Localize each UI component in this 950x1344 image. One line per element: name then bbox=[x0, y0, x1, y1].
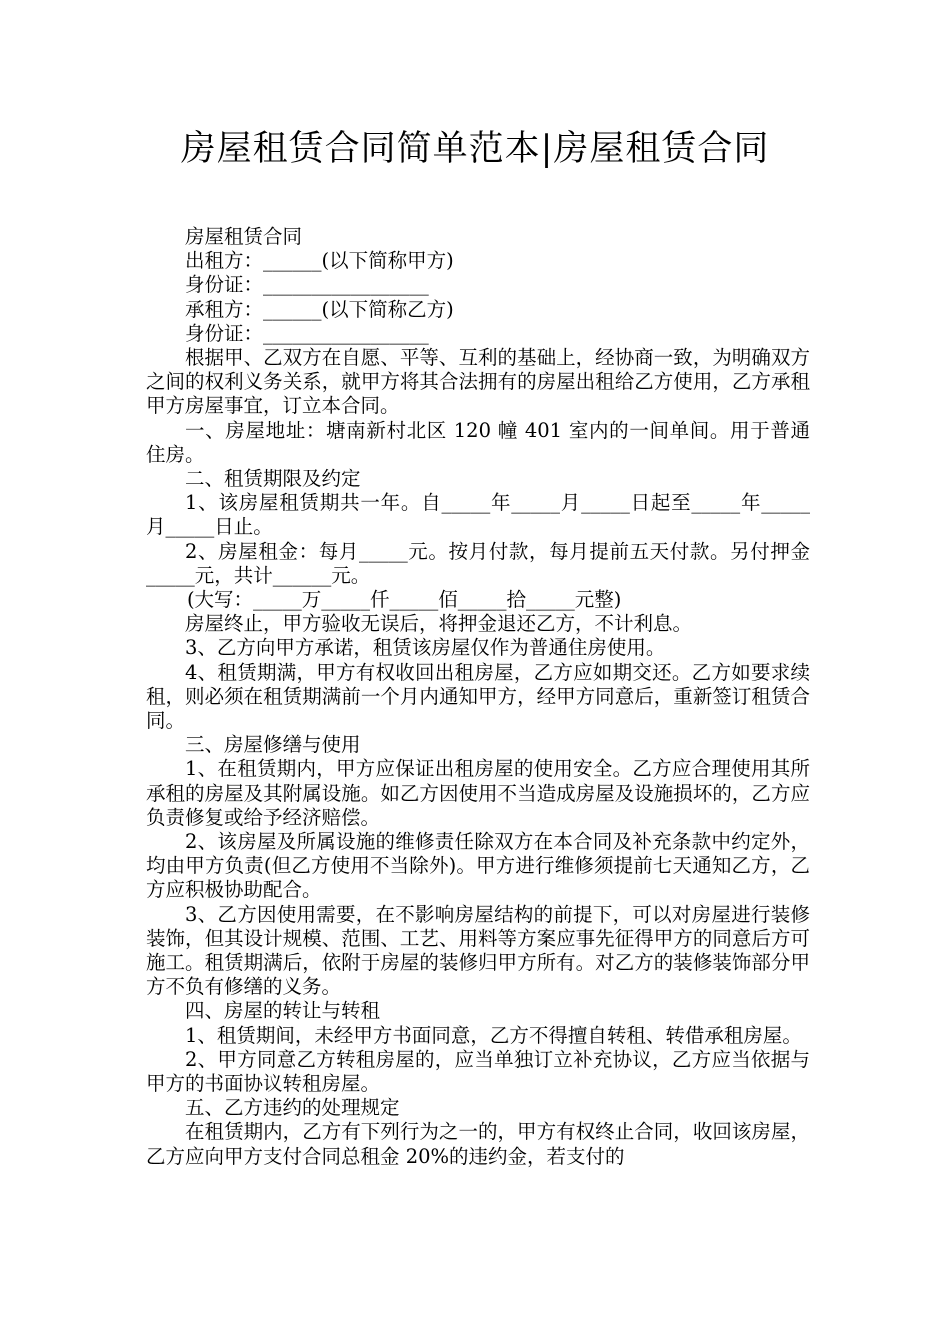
clause-deposit-refund: 房屋终止，甲方验收无误后，将押金退还乙方，不计利息。 bbox=[185, 612, 693, 636]
section-heading-repair: 三、房屋修缮与使用 bbox=[185, 733, 361, 757]
clause-safe-use: 1、在租赁期内，甲方应保证出租房屋的使用安全。乙方应合理使用其所承租的房屋及其附属设施。如乙方因使用不当造成房屋及设施损坏的，乙方应负责修复或给予经济赔偿。 bbox=[146, 757, 810, 829]
clause-no-sublet: 1、租赁期间，未经甲方书面同意，乙方不得擅自转租、转借承租房屋。 bbox=[185, 1023, 802, 1047]
clause-residential-use: 3、乙方向甲方承诺，租赁该房屋仅作为普通住房使用。 bbox=[185, 636, 666, 660]
clause-lease-period: 1、该房屋租赁期共一年。自_____年_____月_____日起至_____年_____月_____日止。 bbox=[146, 491, 810, 539]
preamble-paragraph: 根据甲、乙双方在自愿、平等、互利的基础上，经协商一致，为明确双方之间的权利义务关系，就甲方将其合法拥有的房屋出租给乙方使用，乙方承租甲方房屋事宜，订立本合同。 bbox=[146, 345, 810, 418]
document-title: 房屋租赁合同简单范本|房屋租赁合同 bbox=[180, 129, 770, 169]
clause-rent-capital: (大写：_____万_____仟_____佰_____拾_____元整) bbox=[186, 587, 622, 611]
lessee-id-line: 身份证：_________________ bbox=[185, 321, 429, 345]
clause-renewal: 4、租赁期满，甲方有权收回出租房屋，乙方应如期交还。乙方如要求续租，则必须在租赁期满前一个月内通知甲方，经甲方同意后，重新签订租赁合同。 bbox=[146, 660, 810, 732]
section-heading-lease-term: 二、租赁期限及约定 bbox=[185, 466, 361, 490]
lessor-line: 出租方：______(以下简称甲方) bbox=[185, 249, 454, 273]
lessee-line: 承租方：______(以下简称乙方) bbox=[185, 297, 454, 321]
clause-sublet-agreement: 2、甲方同意乙方转租房屋的，应当单独订立补充协议，乙方应当依据与甲方的书面协议转租房屋。 bbox=[146, 1047, 810, 1095]
contract-body bbox=[146, 225, 810, 1169]
clause-rent: 2、房屋租金：每月_____元。按月付款，每月提前五天付款。另付押金_____元，共计______元。 bbox=[146, 539, 810, 587]
section-heading-transfer: 四、房屋的转让与转租 bbox=[185, 999, 381, 1023]
section-heading-breach: 五、乙方违约的处理规定 bbox=[185, 1096, 400, 1120]
lessor-id-line: 身份证：_________________ bbox=[185, 273, 429, 297]
clause-decoration: 3、乙方因使用需要，在不影响房屋结构的前提下，可以对房屋进行装修装饰，但其设计规模、范围、工艺、用料等方案应事先征得甲方的同意后方可施工。租赁期满后，依附于房屋的装修归甲方所有。对乙方的装修装饰部分甲方不负有修缮的义务。 bbox=[146, 902, 810, 999]
clause-address: 一、房屋地址：塘南新村北区 120 幢 401 室内的一间单间。用于普通住房。 bbox=[146, 418, 810, 466]
clause-maintenance: 2、该房屋及所属设施的维修责任除双方在本合同及补充条款中约定外，均由甲方负责(但乙方使用不当除外)。甲方进行维修须提前七天通知乙方，乙方应积极协助配合。 bbox=[146, 829, 810, 902]
clause-breach-intro: 在租赁期内，乙方有下列行为之一的，甲方有权终止合同，收回该房屋，乙方应向甲方支付合同总租金 20%的违约金，若支付的 bbox=[146, 1120, 810, 1168]
contract-heading: 房屋租赁合同 bbox=[185, 225, 303, 248]
